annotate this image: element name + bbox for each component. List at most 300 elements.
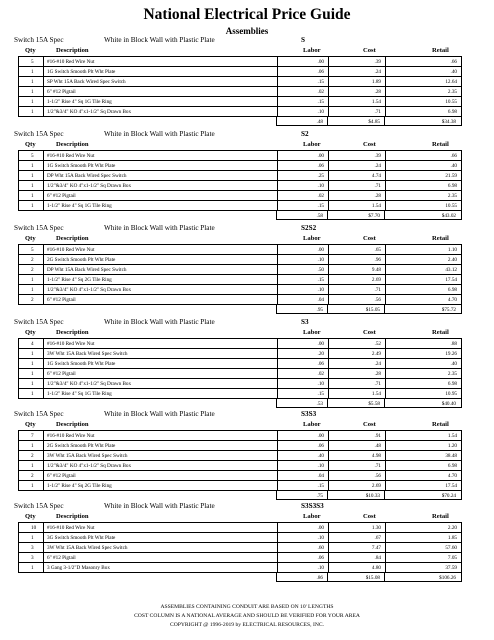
table-row: [19, 523, 461, 533]
cell-cost: .28: [374, 88, 381, 95]
cell-description: 1-1/2" Rise 4" Sq 1G Tile Ring: [47, 98, 112, 105]
header-cost: Cost: [363, 235, 376, 242]
cell-description: 1G Switch Smooth Plt Wht Plate: [47, 162, 116, 169]
table-row: [19, 201, 461, 211]
cell-qty: 1: [31, 390, 34, 397]
total-cost: $7.70: [368, 212, 380, 219]
cell-description: 1-1/2" Rise 4" Sq 1G Tile Ring: [47, 202, 112, 209]
header-description: Description: [56, 235, 89, 242]
cell-labor: .00: [317, 340, 324, 347]
cell-cost: .71: [374, 286, 381, 293]
cell-description: 1/2"&3/4" KO 4"x1-1/2" Sq Drawn Box: [47, 462, 132, 469]
parts-table: [18, 57, 462, 117]
table-row: [19, 275, 461, 285]
assembly-spec: Switch 15A Spec: [14, 502, 64, 510]
table-row: [19, 533, 461, 543]
cell-qty: 1: [31, 462, 34, 469]
table-row: [19, 339, 461, 349]
table-row: [19, 461, 461, 471]
cell-retail: 6.98: [447, 380, 457, 387]
table-row: [19, 543, 461, 553]
cell-description: 2G Switch Smooth Plt Wht Plate: [47, 442, 116, 449]
cell-description: 3 Gang 3-1/2"D Masonry Box: [47, 564, 110, 571]
cell-qty: 2: [31, 266, 34, 273]
cell-cost: .71: [374, 462, 381, 469]
assembly-description: White in Block Wall with Plastic Plate: [104, 224, 215, 232]
table-row: [19, 191, 461, 201]
totals-row: [18, 211, 462, 220]
cell-description: SP Wht 15A Back Wired Spec Switch: [47, 78, 126, 85]
cell-cost: .52: [374, 340, 381, 347]
table-header: [18, 140, 462, 151]
table-row: [19, 87, 461, 97]
cell-cost: .28: [374, 192, 381, 199]
cell-retail: 6.98: [447, 462, 457, 469]
cell-qty: 4: [31, 340, 34, 347]
header-qty: Qty: [25, 47, 36, 54]
table-row: [19, 431, 461, 441]
cell-qty: 1: [31, 108, 34, 115]
cell-labor: .06: [317, 360, 324, 367]
cell-description: 1/2"&3/4" KO 4"x1-1/2" Sq Drawn Box: [47, 182, 132, 189]
cell-cost: .96: [374, 256, 381, 263]
cell-description: 6" #12 Pigtail: [47, 296, 76, 303]
cell-cost: 1.30: [371, 524, 381, 531]
cell-cost: .71: [374, 380, 381, 387]
cell-qty: 1: [31, 192, 34, 199]
cell-description: #16-#10 Red Wire Nut: [47, 340, 95, 347]
cell-retail: 17.54: [445, 276, 457, 283]
header-cost: Cost: [363, 329, 376, 336]
cell-labor: .15: [317, 202, 324, 209]
cell-labor: .15: [317, 482, 324, 489]
cell-cost: .39: [374, 152, 381, 159]
header-cost: Cost: [363, 513, 376, 520]
cell-qty: 1: [31, 78, 34, 85]
cell-labor: .06: [317, 162, 324, 169]
cell-retail: 2.35: [447, 88, 457, 95]
parts-table: [18, 523, 462, 573]
header-description: Description: [56, 421, 89, 428]
cell-qty: 1: [31, 88, 34, 95]
cell-qty: 1: [31, 370, 34, 377]
assembly-description: White in Block Wall with Plastic Plate: [104, 36, 215, 44]
parts-table: [18, 151, 462, 211]
cell-labor: .20: [317, 350, 324, 357]
header-labor: Labor: [303, 329, 321, 336]
header-retail: Retail: [432, 329, 449, 336]
cell-cost: .28: [374, 370, 381, 377]
cell-retail: 57.60: [445, 544, 457, 551]
cell-labor: .15: [317, 276, 324, 283]
header-retail: Retail: [432, 421, 449, 428]
cell-cost: .67: [374, 534, 381, 541]
header-qty: Qty: [25, 513, 36, 520]
cell-labor: .10: [317, 182, 324, 189]
cell-labor: .04: [317, 472, 324, 479]
total-labor: .48: [316, 118, 323, 125]
header-labor: Labor: [303, 235, 321, 242]
table-header: [18, 512, 462, 523]
cell-retail: 43.12: [445, 266, 457, 273]
cell-description: 6" #12 Pigtail: [47, 192, 76, 199]
cell-cost: .91: [374, 432, 381, 439]
totals-row: [18, 573, 462, 582]
footer-copyright: COPYRIGHT @ 1996-2019 by ELECTRICAL RESOURCES, INC.: [169, 622, 324, 628]
cell-retail: 21.59: [445, 172, 457, 179]
assembly-section: [0, 222, 494, 314]
assembly-spec-row: [0, 408, 494, 420]
cell-labor: .06: [317, 442, 324, 449]
cell-labor: .00: [317, 58, 324, 65]
assembly-code: S2: [301, 130, 309, 138]
cell-description: 1-1/2" Rise 4" Sq 2G Tile Ring: [47, 482, 112, 489]
cell-description: 1/2"&3/4" KO 4"x1-1/2" Sq Drawn Box: [47, 380, 132, 387]
cell-description: 3W Wht 15A Back Wired Spec Switch: [47, 350, 128, 357]
cell-qty: 2: [31, 296, 34, 303]
cell-retail: 2.20: [447, 524, 457, 531]
cell-retail: 2.35: [447, 192, 457, 199]
cell-labor: .10: [317, 564, 324, 571]
cell-retail: .66: [450, 152, 457, 159]
cell-retail: 6.98: [447, 286, 457, 293]
total-retail: $75.72: [441, 306, 456, 313]
assembly-code: S: [301, 36, 305, 44]
header-retail: Retail: [432, 235, 449, 242]
cell-cost: 1.54: [371, 202, 381, 209]
header-cost: Cost: [363, 421, 376, 428]
parts-table: [18, 339, 462, 399]
cell-retail: 4.70: [447, 296, 457, 303]
cell-description: #16-#10 Red Wire Nut: [47, 58, 95, 65]
cell-labor: .00: [317, 524, 324, 531]
header-qty: Qty: [25, 421, 36, 428]
cell-cost: 9.48: [371, 266, 381, 273]
table-row: [19, 359, 461, 369]
assembly-spec-row: [0, 222, 494, 234]
assembly-code: S3S3: [301, 410, 317, 418]
cell-qty: 10: [31, 524, 37, 531]
header-retail: Retail: [432, 513, 449, 520]
cell-retail: 10.55: [445, 98, 457, 105]
cell-description: 3W Wht 15A Back Wired Spec Switch: [47, 544, 128, 551]
cell-labor: .02: [317, 192, 324, 199]
total-labor: .86: [316, 574, 323, 581]
total-cost: $4.85: [368, 118, 380, 125]
footer-note-2: COST COLUMN IS A NATIONAL AVERAGE AND SHOULD BE VERIFIED FOR YOUR AREA: [134, 613, 360, 619]
cell-cost: .84: [374, 554, 381, 561]
cell-retail: .66: [450, 58, 457, 65]
total-labor: .53: [316, 400, 323, 407]
cell-qty: 1: [31, 482, 34, 489]
cell-description: 1G Switch Smooth Plt Wht Plate: [47, 360, 116, 367]
table-row: [19, 389, 461, 399]
table-row: [19, 553, 461, 563]
cell-labor: .10: [317, 534, 324, 541]
total-cost: $15.08: [365, 574, 380, 581]
cell-retail: 12.64: [445, 78, 457, 85]
cell-labor: .15: [317, 78, 324, 85]
cell-description: DP Wht 15A Back Wired Spec Switch: [47, 266, 127, 273]
table-row: [19, 451, 461, 461]
cell-retail: .40: [450, 162, 457, 169]
total-retail: $40.40: [441, 400, 456, 407]
cell-description: 1G Switch Smooth Plt Wht Plate: [47, 68, 116, 75]
cell-description: 1/2"&3/4" KO 4"x1-1/2" Sq Drawn Box: [47, 286, 132, 293]
cell-description: #16-#10 Red Wire Nut: [47, 524, 95, 531]
cell-retail: 37.59: [445, 564, 457, 571]
cell-qty: 1: [31, 360, 34, 367]
cell-qty: 3: [31, 544, 34, 551]
cell-qty: 1: [31, 202, 34, 209]
totals-row: [18, 399, 462, 408]
cell-qty: 5: [31, 152, 34, 159]
cell-retail: 2.40: [447, 256, 457, 263]
assembly-description: White in Block Wall with Plastic Plate: [104, 318, 215, 326]
assembly-section: [0, 128, 494, 220]
cell-description: DP Wht 15A Back Wired Spec Switch: [47, 172, 127, 179]
total-cost: $15.05: [365, 306, 380, 313]
table-row: [19, 245, 461, 255]
table-header: [18, 328, 462, 339]
assembly-spec: Switch 15A Spec: [14, 318, 64, 326]
cell-retail: 10.95: [445, 390, 457, 397]
cell-cost: 2.49: [371, 350, 381, 357]
table-row: [19, 349, 461, 359]
cell-cost: .48: [374, 442, 381, 449]
header-description: Description: [56, 329, 89, 336]
assembly-spec-row: [0, 500, 494, 512]
total-labor: .58: [316, 212, 323, 219]
cell-qty: 5: [31, 58, 34, 65]
table-row: [19, 481, 461, 491]
header-retail: Retail: [432, 47, 449, 54]
cell-retail: 1.10: [447, 246, 457, 253]
cell-description: 1/2"&3/4" KO 4"x1-1/2" Sq Drawn Box: [47, 108, 132, 115]
cell-retail: 1.20: [447, 442, 457, 449]
total-retail: $106.26: [439, 574, 456, 581]
cell-cost: 4.98: [371, 452, 381, 459]
total-retail: $43.02: [441, 212, 456, 219]
table-row: [19, 471, 461, 481]
cell-labor: .04: [317, 296, 324, 303]
cell-labor: .06: [317, 68, 324, 75]
cell-labor: .00: [317, 432, 324, 439]
cell-cost: .71: [374, 182, 381, 189]
cell-qty: 2: [31, 256, 34, 263]
cell-cost: 2.69: [371, 276, 381, 283]
header-description: Description: [56, 141, 89, 148]
totals-row: [18, 117, 462, 126]
cell-cost: .71: [374, 108, 381, 115]
total-cost: $5.58: [368, 400, 380, 407]
assembly-spec: Switch 15A Spec: [14, 410, 64, 418]
cell-cost: 4.74: [371, 172, 381, 179]
cell-retail: 2.35: [447, 370, 457, 377]
table-row: [19, 107, 461, 117]
cell-description: 6" #12 Pigtail: [47, 88, 76, 95]
assembly-code: S3: [301, 318, 309, 326]
cell-labor: .00: [317, 152, 324, 159]
cell-qty: 1: [31, 98, 34, 105]
assembly-section: [0, 500, 494, 582]
cell-labor: .60: [317, 544, 324, 551]
header-description: Description: [56, 47, 89, 54]
cell-labor: .06: [317, 554, 324, 561]
cell-labor: .25: [317, 172, 324, 179]
header-qty: Qty: [25, 329, 36, 336]
cell-cost: 1.54: [371, 98, 381, 105]
total-retail: $34.38: [441, 118, 456, 125]
header-retail: Retail: [432, 141, 449, 148]
assembly-description: White in Block Wall with Plastic Plate: [104, 130, 215, 138]
cell-labor: .10: [317, 286, 324, 293]
table-row: [19, 151, 461, 161]
cell-cost: 4.80: [371, 564, 381, 571]
table-row: [19, 161, 461, 171]
cell-labor: .10: [317, 256, 324, 263]
total-labor: .95: [316, 306, 323, 313]
header-qty: Qty: [25, 141, 36, 148]
table-row: [19, 379, 461, 389]
cell-labor: .15: [317, 390, 324, 397]
table-row: [19, 181, 461, 191]
cell-qty: 1: [31, 442, 34, 449]
cell-retail: 4.70: [447, 472, 457, 479]
table-header: [18, 420, 462, 431]
cell-retail: 7.05: [447, 554, 457, 561]
assembly-description: White in Block Wall with Plastic Plate: [104, 410, 215, 418]
cell-description: 3G Switch Smooth Plt Wht Plate: [47, 534, 116, 541]
assembly-description: White in Block Wall with Plastic Plate: [104, 502, 215, 510]
cell-cost: .24: [374, 360, 381, 367]
assembly-section: [0, 316, 494, 408]
table-row: [19, 77, 461, 87]
assembly-code: S3S3S3: [301, 502, 324, 510]
cell-labor: .10: [317, 462, 324, 469]
cell-qty: 1: [31, 286, 34, 293]
cell-labor: .10: [317, 380, 324, 387]
table-row: [19, 67, 461, 77]
header-labor: Labor: [303, 141, 321, 148]
assembly-section: [0, 34, 494, 126]
cell-labor: .02: [317, 88, 324, 95]
cell-retail: 6.98: [447, 108, 457, 115]
cell-description: #16-#10 Red Wire Nut: [47, 432, 95, 439]
cell-description: 6" #12 Pigtail: [47, 472, 76, 479]
cell-description: #16-#10 Red Wire Nut: [47, 246, 95, 253]
cell-qty: 1: [31, 380, 34, 387]
table-row: [19, 563, 461, 573]
assembly-spec-row: [0, 34, 494, 46]
header-labor: Labor: [303, 421, 321, 428]
header-qty: Qty: [25, 235, 36, 242]
total-cost: $10.33: [365, 492, 380, 499]
table-row: [19, 265, 461, 275]
table-row: [19, 369, 461, 379]
cell-cost: .24: [374, 68, 381, 75]
cell-qty: 1: [31, 276, 34, 283]
cell-qty: 5: [31, 246, 34, 253]
page-title: National Electrical Price Guide: [143, 6, 351, 23]
cell-qty: 1: [31, 68, 34, 75]
assembly-spec: Switch 15A Spec: [14, 36, 64, 44]
table-row: [19, 97, 461, 107]
assembly-section: [0, 408, 494, 500]
table-header: [18, 46, 462, 57]
assembly-spec: Switch 15A Spec: [14, 224, 64, 232]
cell-qty: 1: [31, 534, 34, 541]
footer-note-1: ASSEMBLIES CONTAINING CONDUIT ARE BASED ON 10' LENGTHS: [160, 604, 334, 610]
cell-retail: .88: [450, 340, 457, 347]
total-retail: $70.24: [441, 492, 456, 499]
cell-retail: 17.54: [445, 482, 457, 489]
cell-qty: 1: [31, 182, 34, 189]
cell-cost: .56: [374, 472, 381, 479]
cell-qty: 3: [31, 554, 34, 561]
assembly-spec-row: [0, 316, 494, 328]
cell-retail: 1.85: [447, 534, 457, 541]
cell-cost: .24: [374, 162, 381, 169]
header-labor: Labor: [303, 513, 321, 520]
cell-description: 3W Wht 15A Back Wired Spec Switch: [47, 452, 128, 459]
header-cost: Cost: [363, 47, 376, 54]
parts-table: [18, 245, 462, 305]
cell-retail: 19.26: [445, 350, 457, 357]
cell-qty: 2: [31, 452, 34, 459]
cell-qty: 1: [31, 564, 34, 571]
cell-description: 1-1/2" Rise 4" Sq 2G Tile Ring: [47, 276, 112, 283]
cell-qty: 1: [31, 350, 34, 357]
total-labor: .75: [316, 492, 323, 499]
totals-row: [18, 491, 462, 500]
table-row: [19, 255, 461, 265]
table-row: [19, 285, 461, 295]
header-description: Description: [56, 513, 89, 520]
cell-labor: .40: [317, 452, 324, 459]
header-cost: Cost: [363, 141, 376, 148]
table-row: [19, 57, 461, 67]
cell-qty: 7: [31, 432, 34, 439]
assembly-code: S2S2: [301, 224, 317, 232]
assembly-spec: Switch 15A Spec: [14, 130, 64, 138]
cell-cost: .39: [374, 58, 381, 65]
cell-retail: 1.54: [447, 432, 457, 439]
cell-qty: 2: [31, 472, 34, 479]
cell-description: 2G Switch Smooth Plt Wht Plate: [47, 256, 116, 263]
totals-row: [18, 305, 462, 314]
cell-labor: .02: [317, 370, 324, 377]
cell-labor: .00: [317, 246, 324, 253]
table-header: [18, 234, 462, 245]
cell-labor: .50: [317, 266, 324, 273]
cell-cost: 7.47: [371, 544, 381, 551]
cell-cost: 2.69: [371, 482, 381, 489]
cell-description: 6" #12 Pigtail: [47, 370, 76, 377]
cell-description: 6" #12 Pigtail: [47, 554, 76, 561]
cell-labor: .10: [317, 108, 324, 115]
header-labor: Labor: [303, 47, 321, 54]
table-row: [19, 171, 461, 181]
cell-cost: 1.54: [371, 390, 381, 397]
cell-cost: .65: [374, 246, 381, 253]
cell-qty: 1: [31, 172, 34, 179]
cell-retail: 6.98: [447, 182, 457, 189]
cell-retail: 38.48: [445, 452, 457, 459]
cell-retail: 10.55: [445, 202, 457, 209]
cell-description: #16-#10 Red Wire Nut: [47, 152, 95, 159]
cell-qty: 1: [31, 162, 34, 169]
